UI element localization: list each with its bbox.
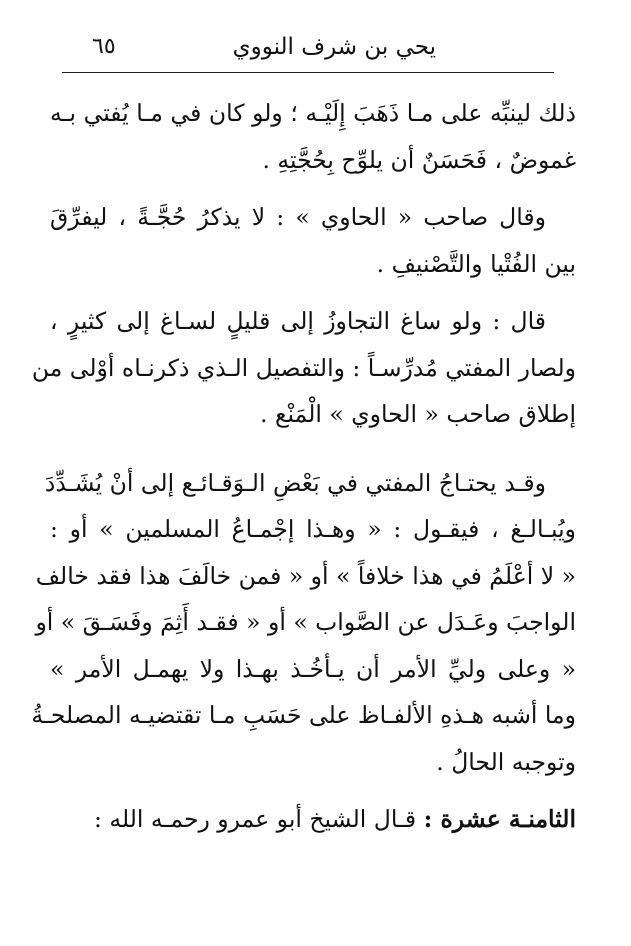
text-line: قال : ولو ساغ التجاوزُ إلى قليلٍ لسـاغ إلى كثيرٍ ، (50, 307, 546, 335)
text-line: ذلك لينبِّه على مـا ذَهَبَ إِلَيْـه ؛ ولو كان في مـا يُفتي بـه (50, 99, 576, 127)
text-line: « وعلى وليِّ الأمر أن يـأخُـذ بهـذا ولا يهمـل الأمر » (50, 654, 577, 683)
text-line: وقال صاحب « الحاوي » : لا يذكرُ حُجَّـةً ، ليفرِّقَ (50, 203, 546, 231)
text-line: إطلاق صاحب « الحاوي » الْمَنْع . (260, 400, 576, 428)
paragraph-gap (50, 438, 576, 460)
text-line: وما أشبه هـذهِ الألفـاظ على حَسَبِ مـا تقتضيـه المصلحـةُ (31, 701, 576, 729)
text-line: ويُبـالـغ ، فيقـول : « وهـذا إجْمـاعُ المسلمين » أو : (50, 515, 576, 543)
text-line: وتوجبه الحالُ . (436, 747, 576, 776)
text-line: بين الفُتْيا والتَّصْنيفِ . (376, 249, 576, 278)
paragraph-3 (31, 298, 576, 438)
paragraph-gap (50, 183, 576, 194)
paragraph-4 (31, 460, 577, 786)
text-line: « لا أعْلَمُ في هذا خلافاً » أو « فمن خالَفَ هذا فقد خالف (35, 561, 576, 590)
paragraph-gap (50, 785, 576, 796)
text-line: ولصار المفتي مُدرِّسـاً : والتفصيل الـذي ذكرنـاه أوْلى من (31, 353, 576, 382)
page-body (31, 90, 577, 843)
header-title: يحي بن شرف النووي (232, 34, 436, 60)
text-line: غموضٌ ، فَحَسَنٌ أن يلوِّح بِحُجَّتِهِ . (262, 145, 576, 174)
paragraph-gap (50, 287, 576, 298)
text-line: وقـد يحتـاجُ المفتي في بَعْضِ الـوَقـائـع إلى أنْ يُشَـدِّدَ (44, 468, 546, 497)
section-heading-line (50, 796, 576, 843)
text-line: الواجبَ وعَـدَل عن الصَّواب » أو « فقـد أَثِمَ وفَسَـقَ » أو (35, 608, 576, 636)
paragraph-1 (50, 90, 576, 183)
running-header (62, 28, 554, 72)
page-number: ٦٥ (92, 34, 116, 59)
header-divider (62, 72, 554, 73)
section-number-label: الثامنـة عشرة : (423, 805, 576, 833)
section-intro-text: قـال الشيخ أبو عمرو رحمـه الله : (93, 805, 417, 833)
paragraph-2 (50, 194, 576, 287)
